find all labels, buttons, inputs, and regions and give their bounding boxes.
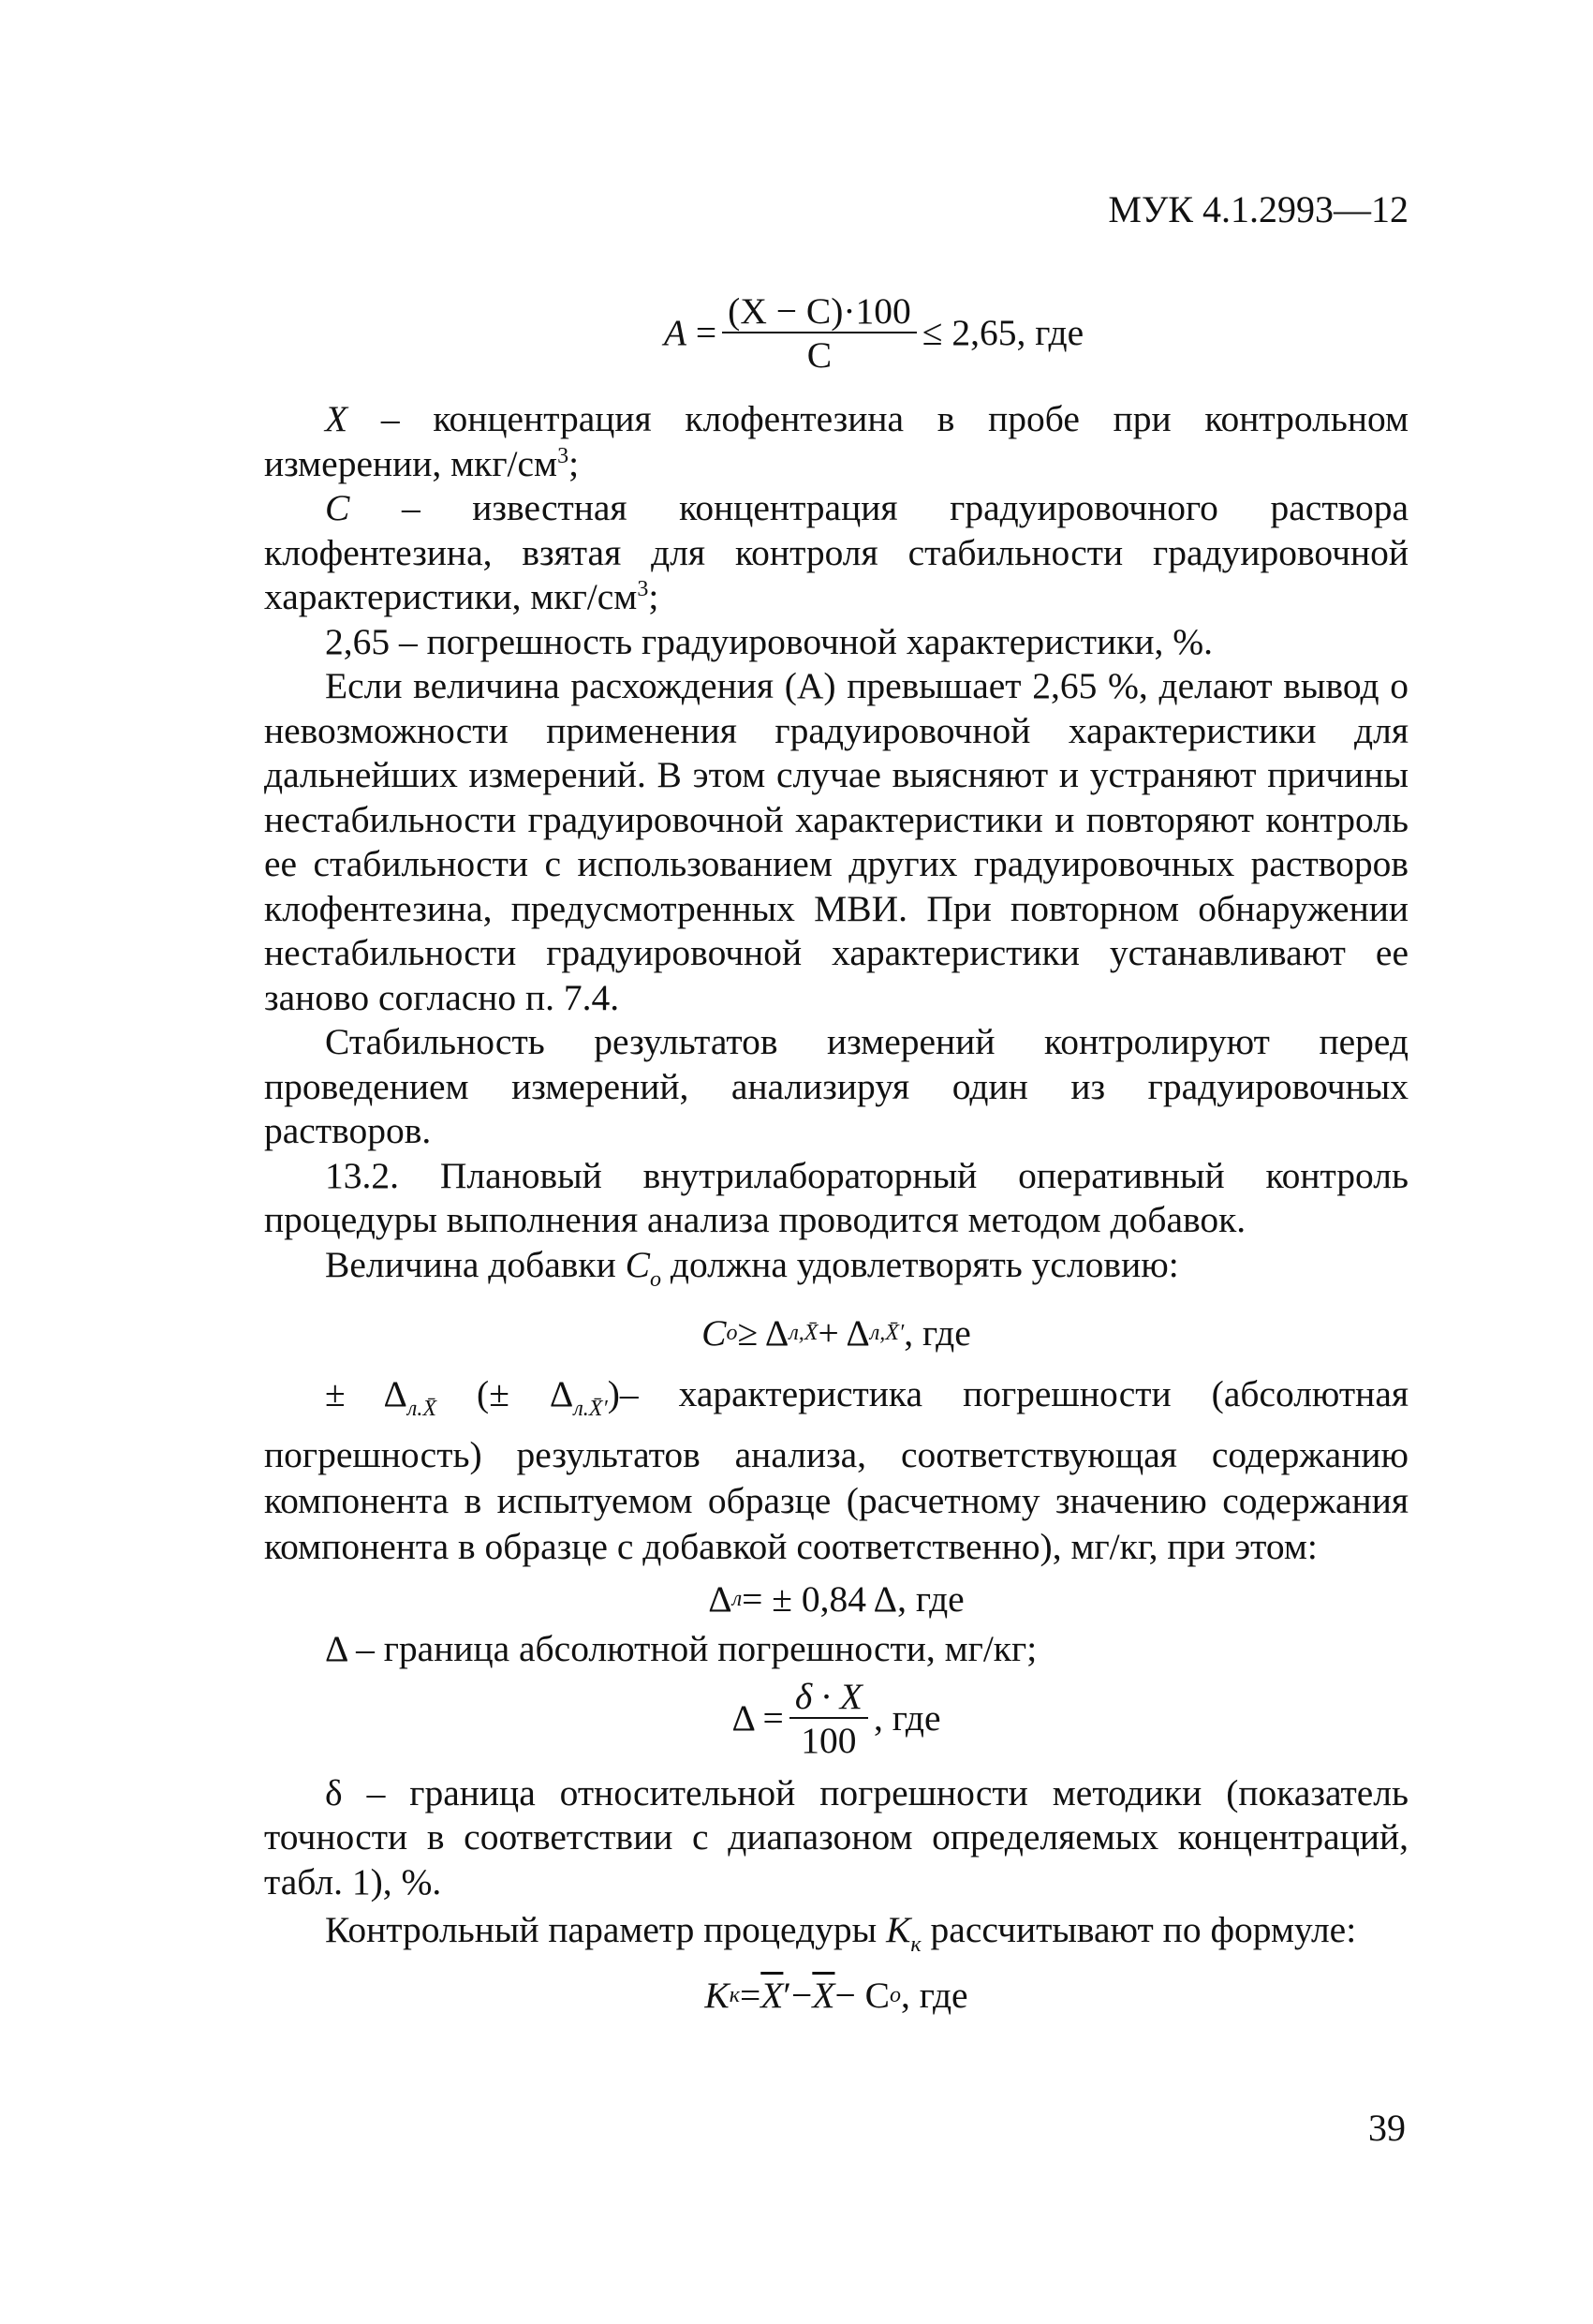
formula-a-numerator: (X − C)·100 (722, 290, 917, 333)
formula-a-denominator: C (806, 334, 833, 376)
formula-a-fraction (722, 290, 917, 377)
formula-a: A = $\frac{(X - C)\cdot 100}{C}$ ≤ 2,65 , где (663, 290, 1084, 376)
formula-co: C o ≥ Δ л,X̄ + Δ л,X̄′ , где (701, 1312, 971, 1354)
paragraph-delta: ± $\Delta_{л.X̄}$ (± $\Delta_{л.X̄'})-$ характеристика погрешности (абсолютная погрешность) результатов анализа, соответствующая содержанию компонента в испытуемом образце (расчетному значению содержания компонента в образце с добавкой соответственно), мг/кг, при этом: (264, 1372, 1409, 1567)
definition-c: C – известная концентрация градуировочного раствора клофентезина, взятая для контроля стабильности градуировочной характеристики, мкг/$см^3$; (264, 487, 1409, 617)
definition-x: X – концентрация клофентезина в пробе при контрольном измерении, мкг/$см^3$; (264, 398, 1409, 484)
definition-delta-abs: Δ – граница абсолютной погрешности, мг/кг; (325, 1628, 1038, 1669)
formula-a-where: , где (1016, 312, 1084, 354)
formula-a-lhs: A (663, 312, 687, 354)
page-body (264, 281, 1409, 2018)
page-number: 39 (1368, 2107, 1406, 2149)
paragraph-kk: Контрольный параметр процедуры $K_к$ рассчитывают по формуле: (325, 1909, 1357, 1957)
formula-kk: K к = $\overline{X}$ ′ − $\overline{X}$ − C o , где (704, 1974, 968, 2016)
paragraph-13-2: 13.2. Плановый внутрилабораторный оперативный контроль процедуры выполнения анализа проводится методом добавок. (264, 1154, 1409, 1240)
formula-delta-numerator: δ · X (789, 1676, 868, 1719)
formula-delta: Δ = $\frac{\delta \cdot X}{100}$ , где (731, 1675, 941, 1761)
paragraph-control: Стабильность результатов измерений контролируют перед проведением измерений, анализируя один из градуировочных растворов. (264, 1021, 1409, 1151)
formula-delta-denominator: 100 (801, 1719, 857, 1761)
paragraph-addition: Величина добавки $C_o$ должна удовлетворять условию: (325, 1243, 1179, 1292)
definition-265: 2,65 – погрешность градуировочной характеристики, %. (325, 620, 1213, 662)
formula-delta-l: Δ л = ± 0,84 Δ, где (708, 1577, 965, 1620)
formula-a-rhs: ≤ 2,65 (922, 312, 1017, 354)
definition-delta-rel: δ – граница относительной погрешности методики (показатель точности в соответствии с диапазоном определяемых концентраций, табл. 1), %. (264, 1771, 1409, 1902)
formula-delta-fraction (789, 1676, 868, 1762)
document-code: МУК 4.1.2993—12 (1108, 188, 1409, 230)
paragraph-stability: Если величина расхождения (A) превышает 2,65 %, делают вывод о невозможности применения градуировочной характеристики для дальнейших измерений. В этом случае выясняют и устраняют причины нестабильности градуировочной характеристики и повторяют контроль ее стабильности с использованием других градуировочных растворов клофентезина, предусмотренных МВИ. При повторном обнаружении нестабильности градуировочной характеристики устанавливают ее заново согласно п. 7.4. (264, 665, 1409, 1018)
